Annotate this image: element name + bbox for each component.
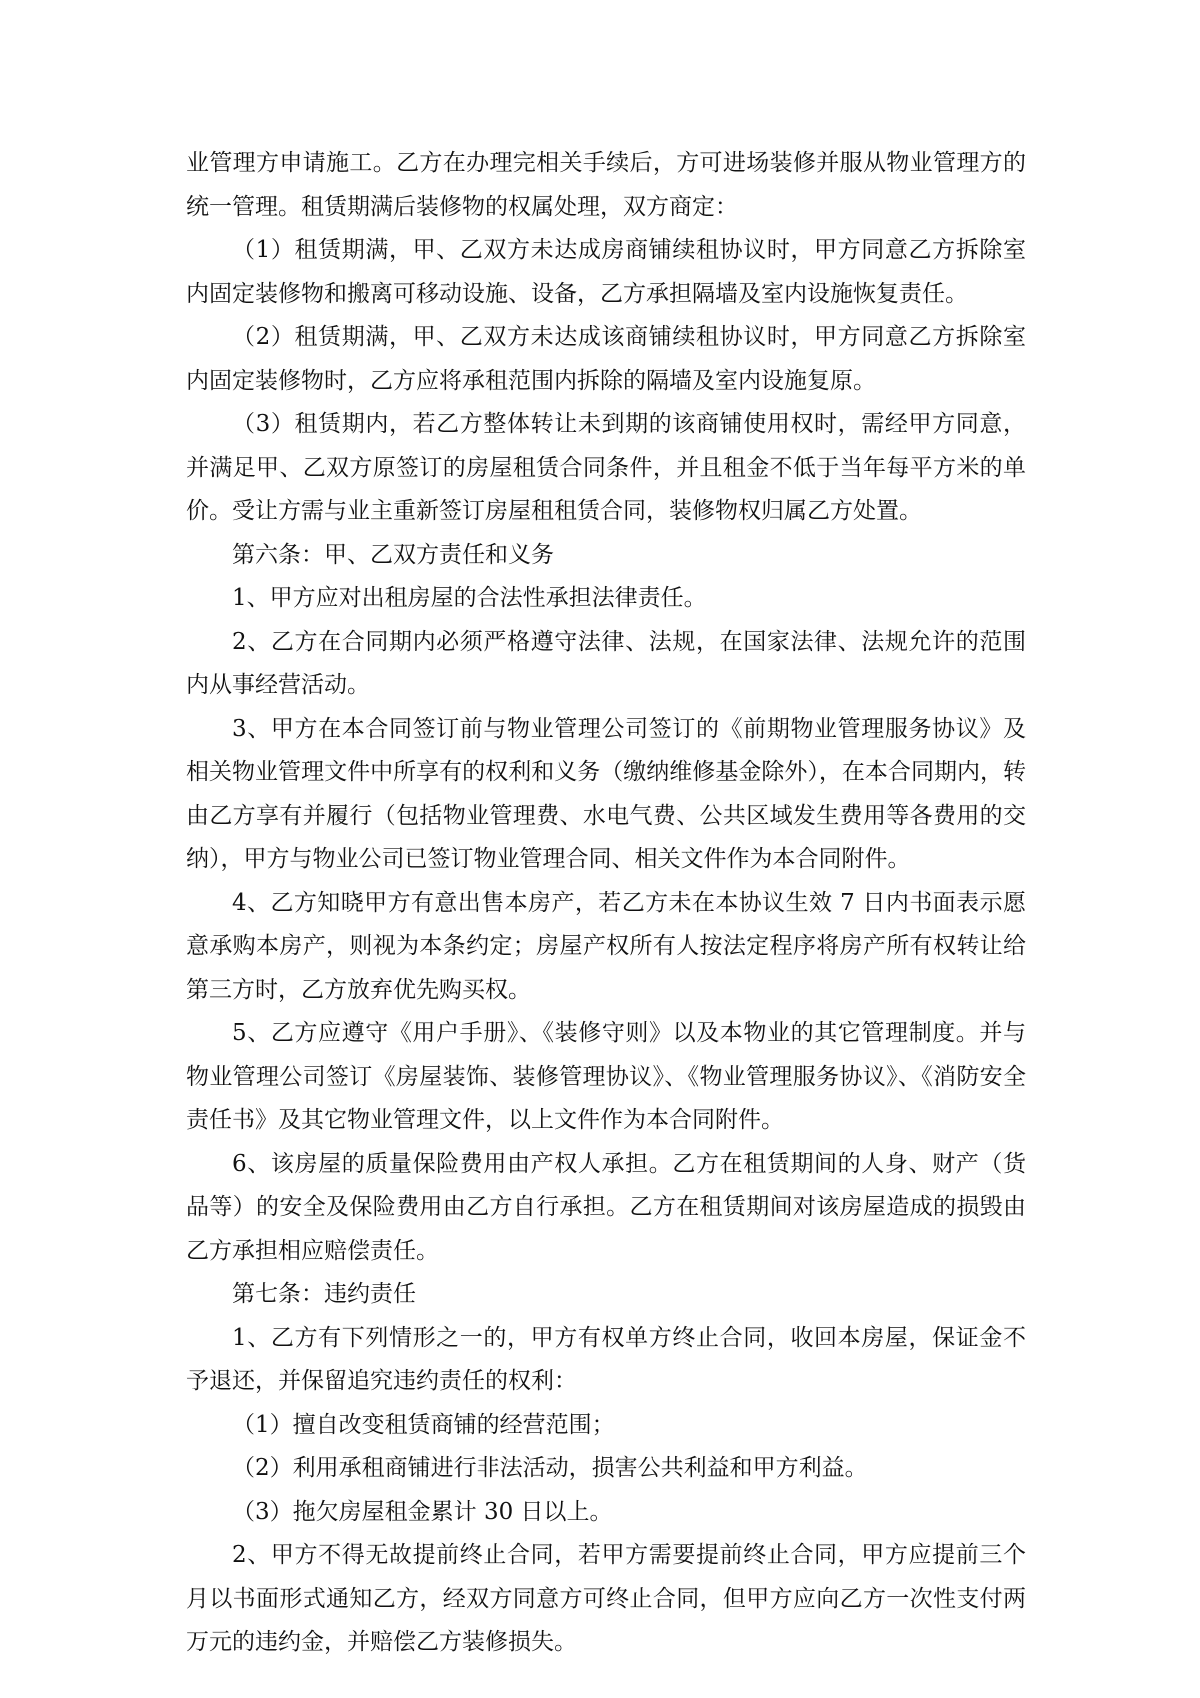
paragraph: （2）租赁期满，甲、乙双方未达成该商铺续租协议时，甲方同意乙方拆除室内固定装修物时，乙方应将承租范围内拆除的隔墙及室内设施复原。 [186,324,1026,394]
section-heading: 第六条：甲、乙双方责任和义务 [232,541,554,568]
paragraph: 4、乙方知晓甲方有意出售本房产，若乙方未在本协议生效 7 日内书面表示愿意承购本房产，则视为本条约定；房屋产权所有人按法定程序将房产所有权转让给第三方时，乙方放弃优先购买权。 [186,889,1026,1003]
paragraph: 业管理方申请施工。乙方在办理完相关手续后，方可进场装修并服从物业管理方的统一管理。租赁期满后装修物的权属处理，双方商定： [186,150,1026,220]
paragraph: （2）利用承租商铺进行非法活动，损害公共利益和甲方利益。 [232,1455,868,1481]
paragraph: 1、甲方应对出租房屋的合法性承担法律责任。 [232,585,707,611]
paragraph: （3）拖欠房屋租金累计 30 日以上。 [232,1498,613,1525]
paragraph: （1）租赁期满，甲、乙双方未达成房商铺续租协议时，甲方同意乙方拆除室内固定装修物和搬离可移动设施、设备，乙方承担隔墙及室内设施恢复责任。 [186,237,1026,307]
paragraph: （3）租赁期内，若乙方整体转让未到期的该商铺使用权时，需经甲方同意，并满足甲、乙双方原签订的房屋租赁合同条件，并且租金不低于当年每平方米的单价。受让方需与业主重新签订房屋租租赁合同，装修物权归属乙方处置。 [186,411,1026,524]
paragraph: 2、甲方不得无故提前终止合同，若甲方需要提前终止合同，甲方应提前三个月以书面形式通知乙方，经双方同意方可终止合同，但甲方应向乙方一次性支付两万元的违约金，并赔偿乙方装修损失。 [186,1542,1026,1655]
paragraph: 1、乙方有下列情形之一的，甲方有权单方终止合同，收回本房屋，保证金不予退还，并保留追究违约责任的权利： [186,1324,1026,1394]
paragraph: 3、甲方在本合同签订前与物业管理公司签订的《前期物业管理服务协议》及相关物业管理文件中所享有的权利和义务（缴纳维修基金除外），在本合同期内，转由乙方享有并履行（包括物业管理费、水电气费、公共区域发生费用等各费用的交纳），甲方与物业公司已签订物业管理合同、相关文件作为本合同附件。 [186,715,1026,872]
paragraph: 5、乙方应遵守《用户手册》、《装修守则》以及本物业的其它管理制度。并与物业管理公司签订《房屋装饰、装修管理协议》、《物业管理服务协议》、《消防安全责任书》及其它物业管理文件，以上文件作为本合同附件。 [186,1020,1026,1133]
document-page [186,142,1026,1665]
paragraph: 2、乙方在合同期内必须严格遵守法律、法规，在国家法律、法规允许的范围内从事经营活动。 [186,628,1026,698]
paragraph: 6、该房屋的质量保险费用由产权人承担。乙方在租赁期间的人身、财产（货品等）的安全及保险费用由乙方自行承担。乙方在租赁期间对该房屋造成的损毁由乙方承担相应赔偿责任。 [186,1150,1026,1264]
paragraph: （1）擅自改变租赁商铺的经营范围； [232,1411,615,1438]
section-heading: 第七条：违约责任 [232,1281,416,1307]
